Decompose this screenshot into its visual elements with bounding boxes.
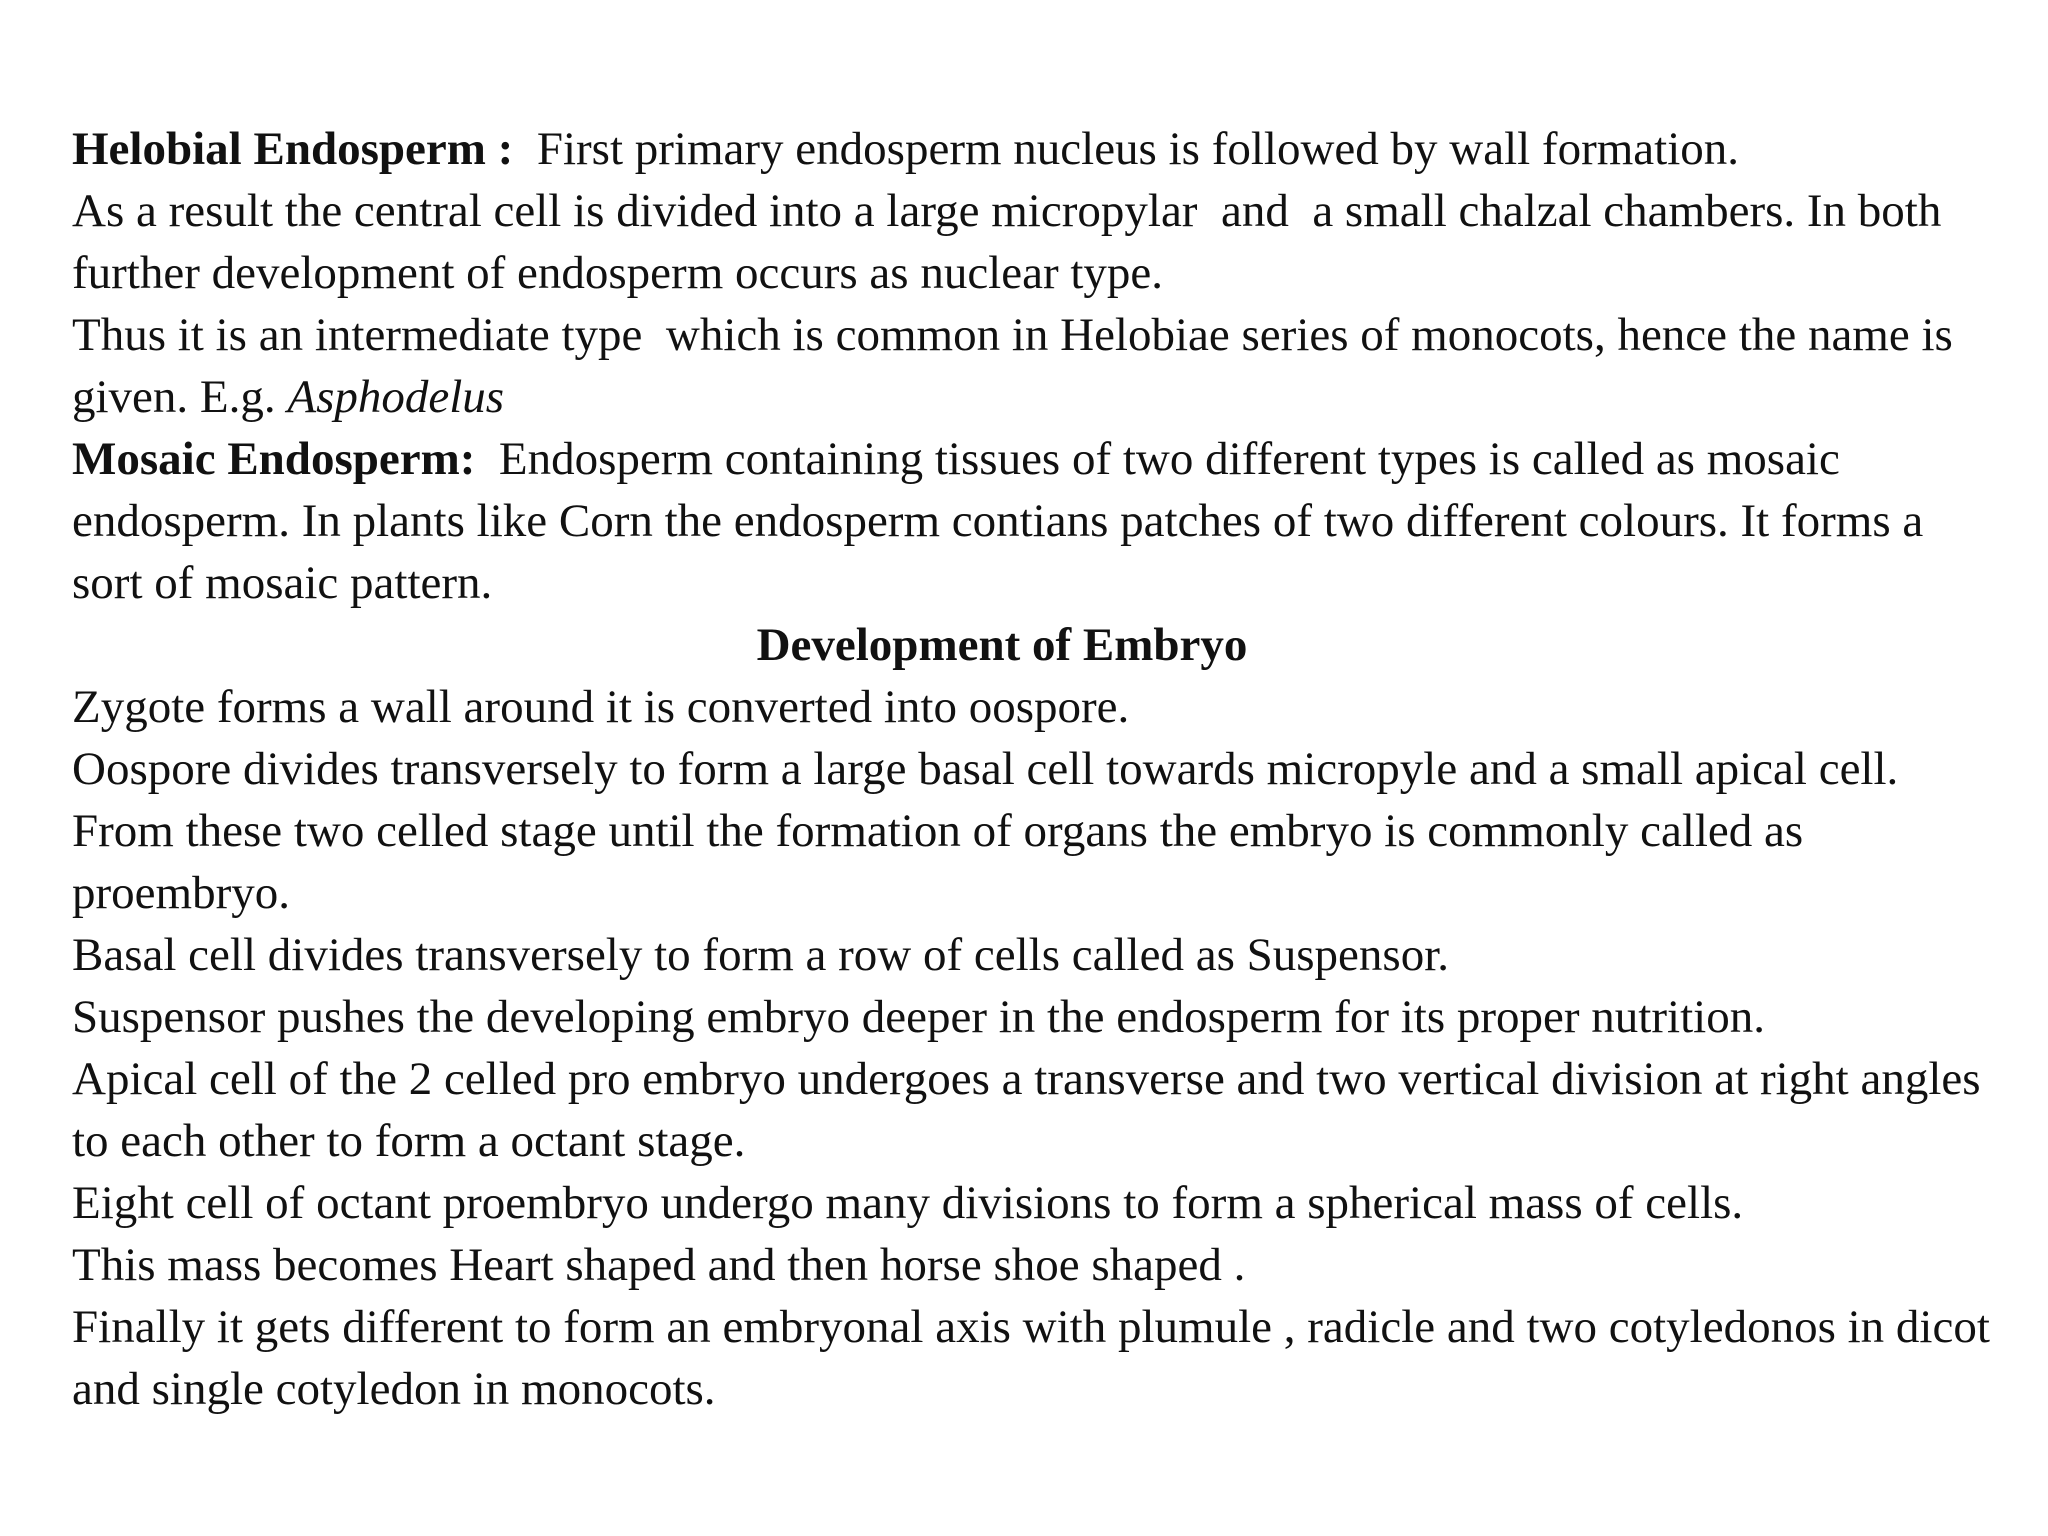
embryo-line: Apical cell of the 2 celled pro embryo undergoes a transverse and two vertical division at right angles to each other to form a octant stage. xyxy=(72,1053,1993,1167)
embryo-line: This mass becomes Heart shaped and then horse shoe shaped . xyxy=(72,1239,1246,1291)
helobial-endosperm-paragraph xyxy=(72,118,1992,304)
mosaic-endosperm-paragraph xyxy=(72,428,1992,614)
helobial-endosperm-title: Helobial Endosperm : xyxy=(72,123,514,175)
embryo-heading: Development of Embryo xyxy=(756,619,1248,671)
document-page xyxy=(72,118,2002,1420)
mosaic-endosperm-text: Endosperm containing tissues of two different types is called as mosaic endosperm. In plants like Corn the endosperm contians patches of two different colours. It forms a sort of mosaic pattern. xyxy=(72,433,1935,609)
embryo-line: Eight cell of octant proembryo undergo many divisions to form a spherical mass of cells. xyxy=(72,1177,1744,1229)
embryo-line: Finally it gets different to form an embryonal axis with plumule , radicle and two cotyledonos in dicot and single cotyledon in monocots. xyxy=(72,1301,2002,1415)
mosaic-endosperm-title: Mosaic Endosperm: xyxy=(72,433,476,485)
embryo-line: From these two celled stage until the formation of organs the embryo is commonly called as proembryo. xyxy=(72,805,1815,919)
embryo-line: Oospore divides transversely to form a large basal cell towards micropyle and a small apical cell. xyxy=(72,743,1899,795)
helobial-note-text: Thus it is an intermediate type which is common in Helobiae series of monocots, hence the name is given. E.g. xyxy=(72,309,1965,423)
helobial-endosperm-text: First primary endosperm nucleus is followed by wall formation. As a result the central cell is divided into a large micropylar and a small chalzal chambers. In both further development of endosperm occurs as nuclear type. xyxy=(72,123,1942,299)
helobial-example: Asphodelus xyxy=(287,371,505,423)
helobial-endosperm-note xyxy=(72,304,1992,428)
embryo-line: Suspensor pushes the developing embryo deeper in the endosperm for its proper nutrition. xyxy=(72,991,1765,1043)
embryo-line: Zygote forms a wall around it is converted into oospore. xyxy=(72,681,1130,733)
embryo-line: Basal cell divides transversely to form a row of cells called as Suspensor. xyxy=(72,929,1449,981)
